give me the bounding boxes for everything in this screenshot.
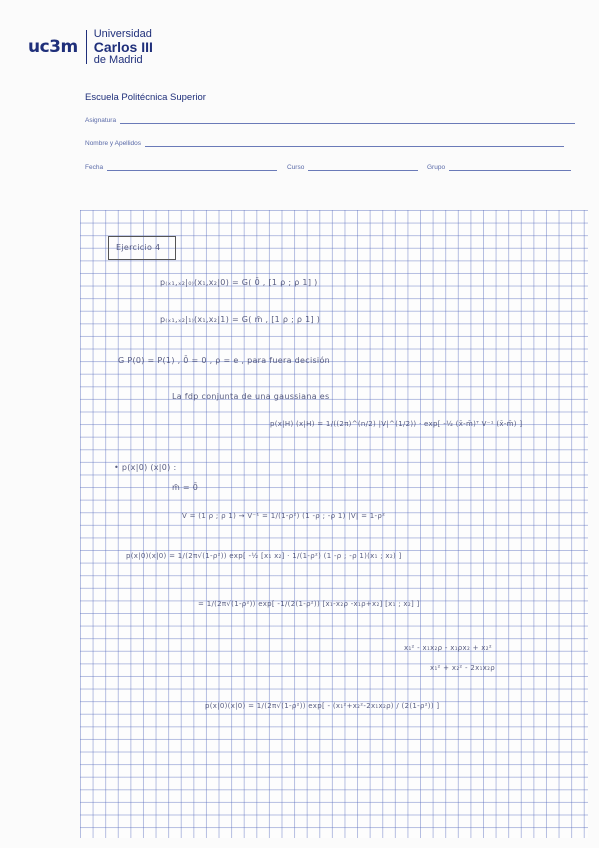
equation-line: x₁² + x₂² - 2x₁x₂ρ [430, 664, 495, 672]
name-field [85, 139, 564, 147]
logo-text [94, 28, 153, 66]
exercise-title: Ejercicio 4 [116, 243, 161, 252]
equation-line: m̄ = 0̄ [172, 483, 199, 492]
equation-line: = 1/(2π√(1-ρ²)) exp[ -1/(2(1-ρ²)) [x₁-x₂ρ -x₁ρ+x₂] [x₁ ; x₂] ] [198, 600, 420, 608]
university-logo [28, 28, 153, 66]
course-line [308, 163, 418, 171]
equation-line: p₍ₓ₁,ₓ₂|₁₎(x₁,x₂|1) = G( m̄ , [1 ρ ; ρ 1] ) [160, 315, 321, 324]
group-line [449, 163, 571, 171]
equation-line: x₁² - x₁x₂ρ - x₁ρx₂ + x₂² [404, 644, 492, 652]
equation-line: p(x|H) (x|H) = 1/((2π)^(n/2) |V|^(1/2)) · exp[ -½ (x̄-m̄)ᵀ V⁻¹ (x̄-m̄) ] [270, 420, 523, 428]
logo-line-1: Universidad [93, 28, 152, 40]
form-header [0, 0, 599, 200]
date-field [85, 163, 277, 171]
name-line [145, 139, 564, 147]
equation-line: G P(0) = P(1) , 0̄ = 0 , ρ = e , para fuera decisión [118, 356, 331, 365]
course-label: Curso [287, 164, 305, 171]
equation-line: p₍ₓ₁,ₓ₂|₀₎(x₁,x₂|0) = G( 0̄ , [1 ρ ; ρ 1] ) [160, 278, 318, 287]
logo-line-3: de Madrid [93, 54, 143, 66]
group-field [427, 163, 571, 171]
name-label: Nombre y Apellidos [85, 140, 141, 147]
subject-line [120, 116, 575, 124]
subject-label: Asignatura [85, 117, 117, 124]
school-name: Escuela Politécnica Superior [85, 92, 206, 103]
equation-line: V = (1 ρ ; ρ 1) → V⁻¹ = 1/(1-ρ²) (1 -ρ ; -ρ 1) |V| = 1-ρ² [182, 512, 386, 520]
date-line [107, 163, 277, 171]
date-label: Fecha [85, 164, 104, 171]
group-label: Grupo [427, 164, 446, 171]
equation-line: p(x|0)(x|0) = 1/(2π√(1-ρ²)) exp[ -½ [x₁ x₂] · 1/(1-ρ²) (1 -ρ ; -ρ 1)(x₁ ; x₂) ] [126, 552, 402, 560]
logo-divider [86, 30, 87, 64]
subject-field [85, 116, 575, 124]
course-field [287, 163, 418, 171]
equation-line: p(x|0)(x|0) = 1/(2π√(1-ρ²)) exp[ - (x₁²+x₂²-2x₁x₂ρ) / (2(1-ρ²)) ] [205, 702, 440, 710]
logo-line-2: Carlos III [93, 39, 153, 55]
equation-line: • p(x|0) (x|0) : [114, 463, 177, 472]
equation-line: La fdp conjunta de una gaussiana es [172, 392, 330, 401]
logo-mark: uc3m [28, 37, 78, 57]
grid-paper [80, 210, 588, 838]
